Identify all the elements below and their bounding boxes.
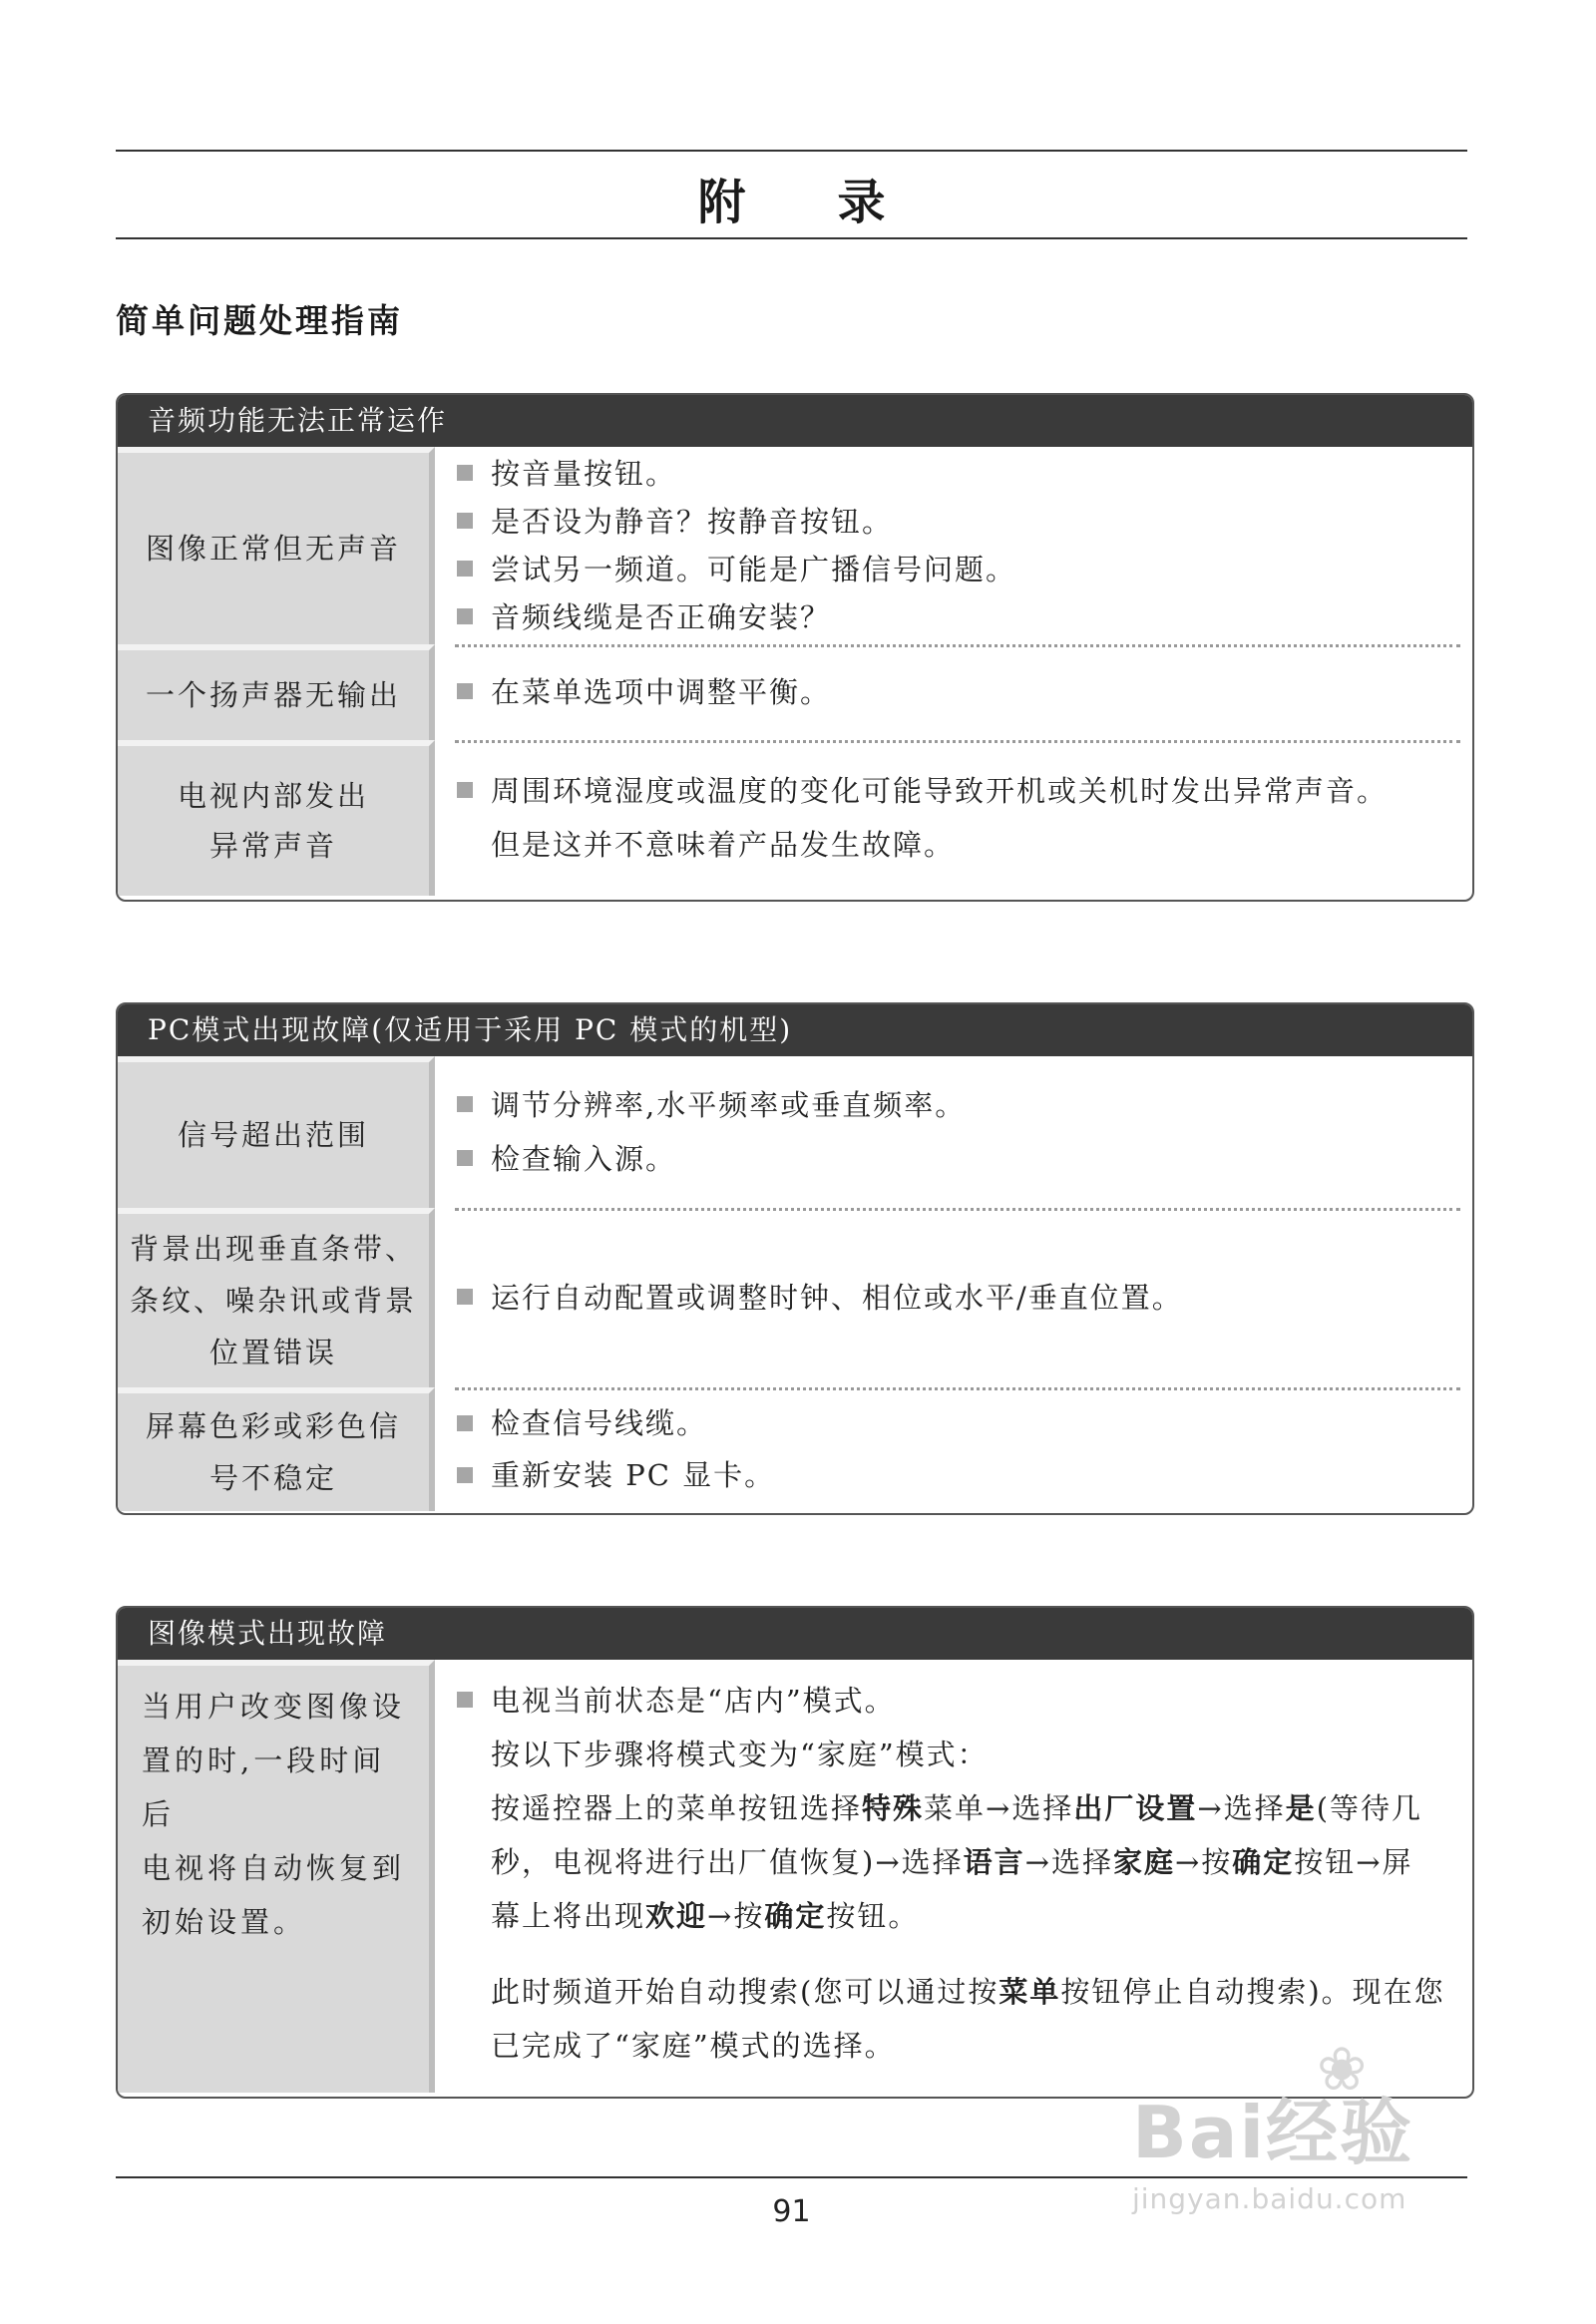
- label-line: 信号超出范围: [177, 1118, 369, 1152]
- bullet-square-icon: [457, 1150, 473, 1166]
- list-item: 尝试另一频道。可能是广播信号问题。: [457, 546, 1452, 593]
- label-line: 异常声音: [208, 829, 337, 863]
- list-item: 是否设为静音？按静音按钮。: [457, 498, 1452, 546]
- pc-mode-troubleshoot-table: [116, 1002, 1474, 1515]
- label-line: 一个扬声器无输出: [145, 678, 401, 712]
- row-label: [118, 1208, 435, 1387]
- list-item: 按音量按钮。: [457, 450, 1452, 498]
- bullet-square-icon: [457, 561, 473, 577]
- section-title: 简单问题处理指南: [116, 301, 403, 340]
- list-item: 重新安装 PC 显卡。: [457, 1449, 1452, 1501]
- list-item-continuation: 但是这并不意味着产品发生故障。: [491, 828, 956, 862]
- bullet-square-icon: [457, 1467, 473, 1483]
- bullet-square-icon: [457, 465, 473, 481]
- bullet-square-icon: [457, 513, 473, 529]
- table-row: [118, 1387, 1472, 1511]
- table-row: [118, 740, 1472, 896]
- bullet-square-icon: [457, 683, 473, 699]
- table-heading: 图像模式出现故障: [118, 1608, 1472, 1660]
- audio-troubleshoot-table: [116, 393, 1474, 902]
- note-paragraph: 此时频道开始自动搜索(您可以通过按菜单按钮停止自动搜索)。现在您 已完成了“家庭”模式的选择。: [491, 1975, 1445, 2063]
- instruction-line: 按以下步骤将模式变为“家庭”模式：: [491, 1738, 989, 1771]
- bullet-square-icon: [457, 1415, 473, 1431]
- label-line: 图像正常但无声音: [145, 532, 401, 566]
- list-item: 检查输入源。: [457, 1132, 1452, 1186]
- bullet-square-icon: [457, 608, 473, 624]
- row-label: [118, 1660, 435, 2093]
- list-item: 在菜单选项中调整平衡。: [457, 668, 1452, 716]
- instruction-steps: 按遥控器上的菜单按钮选择特殊菜单→选择出厂设置→选择是(等待几 秒，电视将进行出厂值恢复)→选择语言→选择家庭→按确定按钮→屏 幕上将出现欢迎→按确定按钮。: [491, 1791, 1423, 1933]
- list-item: 调节分辨率,水平频率或垂直频率。: [457, 1078, 1452, 1132]
- table-row: [118, 447, 1472, 644]
- row-content: [435, 1056, 1472, 1208]
- list-item: 周围环境湿度或温度的变化可能导致开机或关机时发出异常声音。: [457, 764, 1452, 818]
- label-line: 位置错误: [208, 1336, 337, 1369]
- list-item: 电视当前状态是“店内”模式。: [457, 1674, 1452, 1728]
- label-line: 号不稳定: [208, 1461, 337, 1495]
- row-content: [435, 740, 1472, 896]
- baidu-watermark: [1132, 2035, 1511, 2274]
- page-title: 附录: [697, 175, 978, 230]
- list-item: 运行自动配置或调整时钟、相位或水平/垂直位置。: [457, 1274, 1452, 1322]
- watermark-brand: Bai经验: [1132, 2091, 1414, 2174]
- watermark-url: jingyan.baidu.com: [1132, 2182, 1407, 2215]
- row-content: [435, 1660, 1472, 2093]
- title-rule: [116, 237, 1467, 239]
- bullet-square-icon: [457, 1096, 473, 1112]
- row-content: [435, 644, 1472, 740]
- label-line: 电视将自动恢复到: [142, 1851, 406, 1885]
- label-line: 屏幕色彩或彩色信: [145, 1409, 401, 1443]
- row-content: [435, 1208, 1472, 1387]
- label-line: 初始设置。: [142, 1905, 307, 1939]
- bullet-square-icon: [457, 1692, 473, 1708]
- row-label: [118, 447, 435, 644]
- table-row: [118, 1660, 1472, 2093]
- table-row: [118, 1208, 1472, 1387]
- table-row: [118, 644, 1472, 740]
- bullet-square-icon: [457, 1289, 473, 1305]
- row-label: [118, 1387, 435, 1511]
- table-row: [118, 1056, 1472, 1208]
- bullet-square-icon: [457, 782, 473, 798]
- row-label: [118, 740, 435, 896]
- paw-logo-icon: ❀: [1317, 2035, 1368, 2105]
- row-label: [118, 644, 435, 740]
- label-line: 当用户改变图像设: [142, 1690, 406, 1724]
- label-line: 条纹、噪杂讯或背景: [129, 1284, 417, 1318]
- row-content: [435, 1387, 1472, 1511]
- row-label: [118, 1056, 435, 1208]
- label-line: 置的时,一段时间后: [142, 1743, 386, 1831]
- table-heading: PC模式出现故障(仅适用于采用 PC 模式的机型): [118, 1004, 1472, 1056]
- top-rule: [116, 150, 1467, 152]
- list-item: 检查信号线缆。: [457, 1397, 1452, 1449]
- list-item: 音频线缆是否正确安装？: [457, 593, 1452, 641]
- picture-mode-troubleshoot-table: [116, 1606, 1474, 2099]
- row-content: [435, 447, 1472, 644]
- table-heading: 音频功能无法正常运作: [118, 395, 1472, 447]
- label-line: 背景出现垂直条带、: [129, 1232, 417, 1266]
- label-line: 电视内部发出: [177, 779, 369, 813]
- page-number: 91: [772, 2194, 811, 2229]
